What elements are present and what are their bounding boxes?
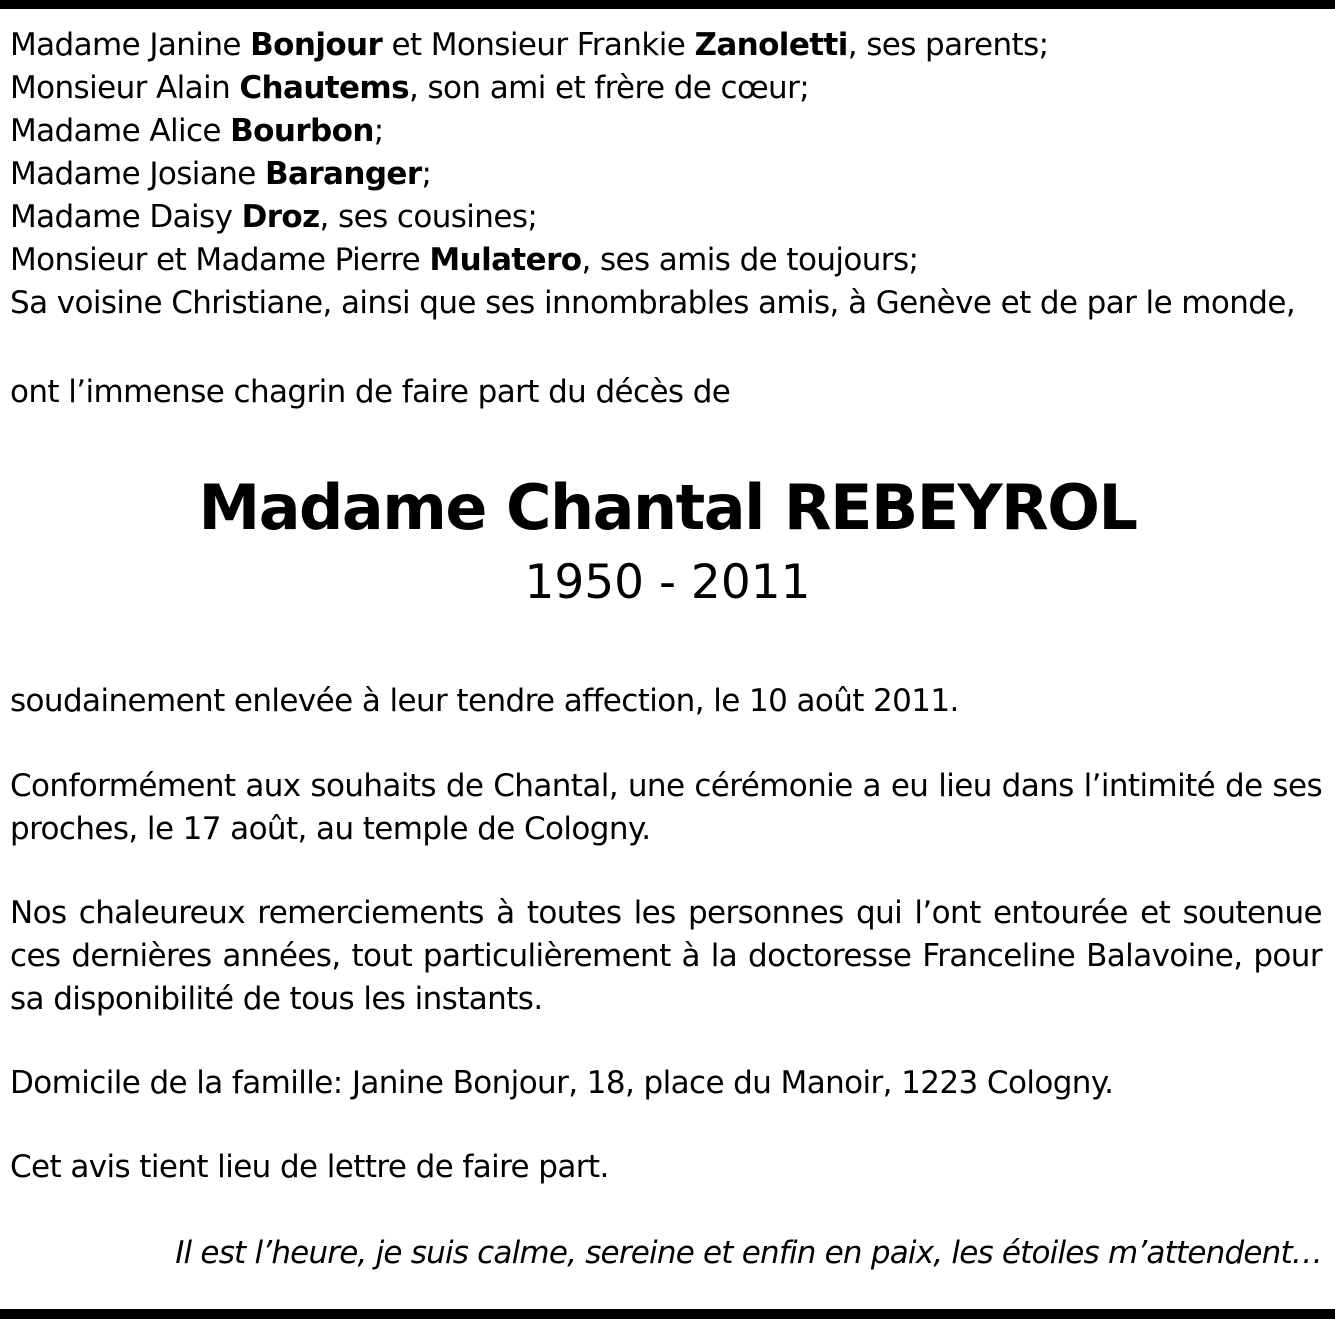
mourner-surname: Bonjour xyxy=(250,27,383,63)
mourner-line: Madame Daisy Droz, ses cousines; xyxy=(10,199,538,235)
domicile-paragraph: Domicile de la famille: Janine Bonjour, 18, place du Manoir, 1223 Cologny. xyxy=(10,1065,1114,1101)
mourners-list xyxy=(10,24,1330,325)
mourner-line: Madame Alice Bourbon; xyxy=(10,113,384,149)
deceased-years: 1950 - 2011 xyxy=(524,555,811,610)
passing-paragraph: soudainement enlevée à leur tendre affection, le 10 août 2011. xyxy=(10,683,959,719)
mourner-line-parents: Madame Janine Bonjour et Monsieur Frankie Zanoletti, ses parents; xyxy=(10,27,1049,63)
mourner-line-friends: Sa voisine Christiane, ainsi que ses innombrables amis, à Genève et de par le monde, xyxy=(10,285,1296,321)
mourner-line: Monsieur Alain Chautems, son ami et frère de cœur; xyxy=(10,70,810,106)
mourner-surname: Zanoletti xyxy=(694,27,848,63)
deceased-name: Madame Chantal REBEYROL xyxy=(198,471,1137,544)
mourner-surname: Mulatero xyxy=(429,242,582,278)
mourner-line: Monsieur et Madame Pierre Mulatero, ses amis de toujours; xyxy=(10,242,919,278)
announcement-line: ont l’immense chagrin de faire part du décès de xyxy=(10,374,731,410)
mourner-surname: Droz xyxy=(241,199,320,235)
ceremony-paragraph: Conformément aux souhaits de Chantal, une cérémonie a eu lieu dans l’intimité de ses proches, le 17 août, au temple de Cologny. xyxy=(10,768,1322,847)
mourner-surname: Bourbon xyxy=(230,113,374,149)
top-border-rule xyxy=(0,0,1335,9)
notice-paragraph: Cet avis tient lieu de lettre de faire part. xyxy=(10,1149,609,1185)
thanks-paragraph: Nos chaleureux remerciements à toutes les personnes qui l’ont entourée et soutenue ces dernières années, tout particulièrement à la doctoresse Franceline Balavoine, pour sa disponibilité de tous les instants. xyxy=(10,895,1322,1017)
mourner-line: Madame Josiane Baranger; xyxy=(10,156,432,192)
closing-quote: Il est l’heure, je suis calme, sereine et enfin en paix, les étoiles m’attendent… xyxy=(175,1235,1322,1271)
bottom-border-rule xyxy=(0,1309,1335,1319)
mourner-surname: Baranger xyxy=(265,156,422,192)
mourner-surname: Chautems xyxy=(239,70,409,106)
